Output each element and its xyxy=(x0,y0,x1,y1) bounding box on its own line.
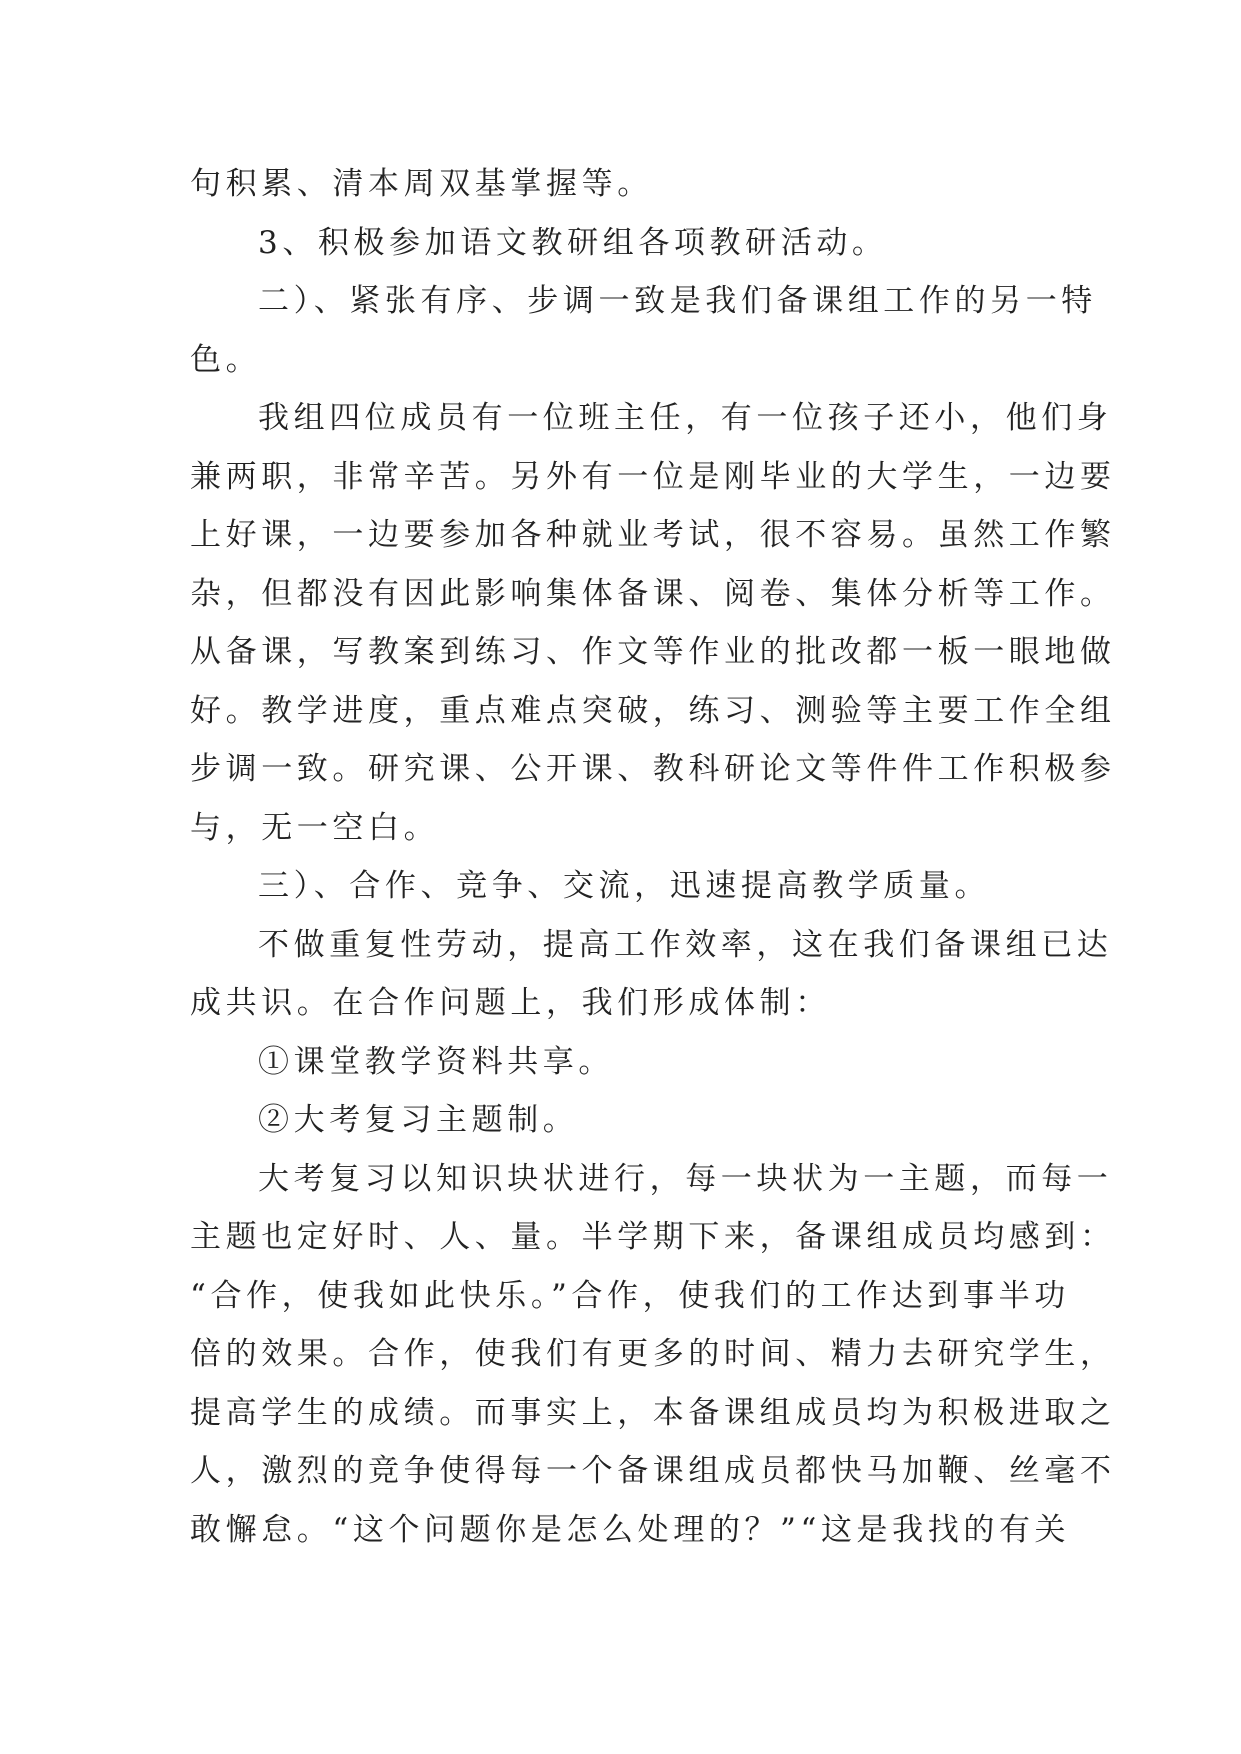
text-line: 大考复习以知识块状进行，每一块状为一主题，而每一 xyxy=(258,1160,1113,1197)
text-line: 上好课，一边要参加各种就业考试，很不容易。虽然工作繁 xyxy=(190,517,1116,553)
text-line: 杂，但都没有因此影响集体备课、阅卷、集体分析等工作。 xyxy=(190,575,1116,612)
document-body xyxy=(190,155,1116,1559)
text-line: ②大考复习主题制。 xyxy=(258,1102,579,1138)
text-line: 我组四位成员有一位班主任，有一位孩子还小，他们身 xyxy=(258,400,1113,436)
text-line: 好。教学进度，重点难点突破，练习、测验等主要工作全组 xyxy=(190,692,1116,729)
text-line: 人，激烈的竞争使得每一个备课组成员都快马加鞭、丝毫不 xyxy=(190,1453,1116,1489)
text-line: 倍的效果。合作，使我们有更多的时间、精力去研究学生， xyxy=(190,1336,1116,1372)
text-line: 三）、合作、竞争、交流，迅速提高教学质量。 xyxy=(258,868,991,904)
text-line: 兼两职，非常辛苦。另外有一位是刚毕业的大学生，一边要 xyxy=(190,458,1116,495)
text-line: 色。 xyxy=(190,341,262,378)
text-line: 提高学生的成绩。而事实上，本备课组成员均为积极进取之 xyxy=(190,1394,1116,1431)
text-line: 句积累、清本周双基掌握等。 xyxy=(190,166,653,202)
text-line: 主题也定好时、人、量。半学期下来，备课组成员均感到： xyxy=(190,1219,1116,1255)
text-line: 二）、紧张有序、步调一致是我们备课组工作的另一特 xyxy=(258,283,1097,319)
text-line: 从备课，写教案到练习、作文等作业的批改都一板一眼地做 xyxy=(190,634,1116,670)
text-line: “合作，使我如此快乐。”合作，使我们的工作达到事半功 xyxy=(190,1277,1070,1314)
text-line: 3、积极参加语文教研组各项教研活动。 xyxy=(258,224,888,261)
text-line: 不做重复性劳动，提高工作效率，这在我们备课组已达 xyxy=(258,926,1113,963)
text-line: 步调一致。研究课、公开课、教科研论文等件件工作积极参 xyxy=(190,751,1116,787)
text-line: ①课堂教学资料共享。 xyxy=(258,1043,614,1080)
text-line: 与，无一空白。 xyxy=(190,809,440,846)
text-line: 成共识。在合作问题上，我们形成体制： xyxy=(190,985,831,1021)
text-line: 敢懈怠。“这个问题你是怎么处理的？”“这是我找的有关 xyxy=(190,1511,1071,1548)
